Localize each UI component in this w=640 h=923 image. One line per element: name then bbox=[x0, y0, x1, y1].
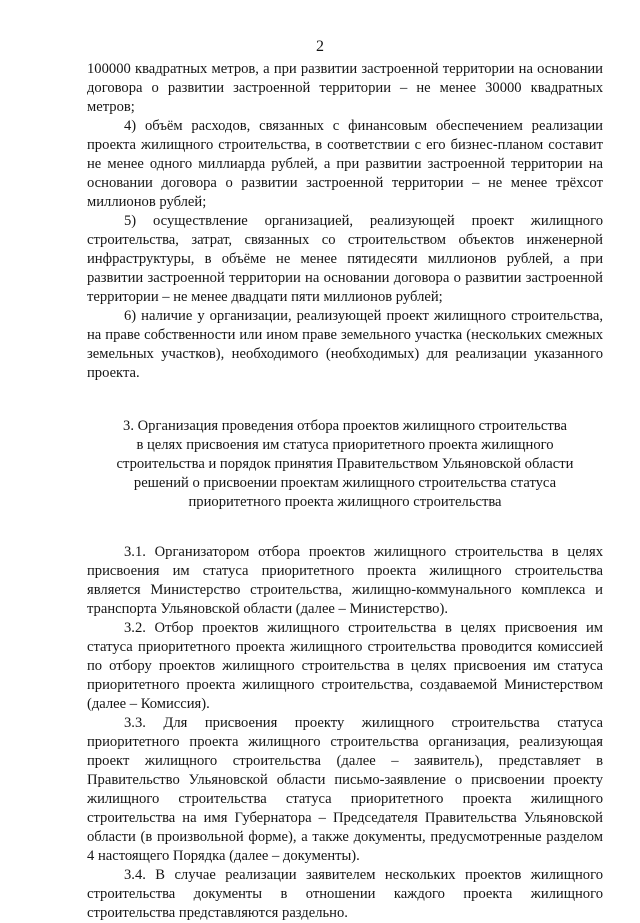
section-heading-line: приоритетного проекта жилищного строительства bbox=[188, 494, 502, 510]
paragraph-item-6: 6) наличие у организации, реализующей проект жилищного строительства, на праве собственности или ином праве земельного участка (нескольких смежных земельных участков), необходимого (необходимых) для реализации указанного проекта. bbox=[87, 308, 603, 381]
document-body bbox=[87, 60, 603, 923]
paragraph-3-3: 3.3. Для присвоения проекту жилищного строительства статуса приоритетного проекта жилищного строительства организация, реализующая проект жилищного строительства (далее – заявитель), представляет в Правительство Ульяновской области письмо-заявление о присвоении проекту жилищного строительства статуса приоритетного проекта жилищного строительства на имя Губернатора – Председателя Правительства Ульяновской области (в произвольной форме), а также документы, предусмотренные разделом 4 настоящего Порядка (далее – документы). bbox=[87, 715, 603, 864]
paragraph-3-1: 3.1. Организатором отбора проектов жилищного строительства в целях присвоения им статуса приоритетного проекта жилищного строительства является Министерство строительства, жилищно-коммунального комплекса и транспорта Ульяновской области (далее – Министерство). bbox=[87, 544, 603, 617]
section-heading-line: в целях присвоения им статуса приоритетного проекта жилищного bbox=[136, 437, 554, 453]
paragraph-3-4: 3.4. В случае реализации заявителем нескольких проектов жилищного строительства документы в отношении каждого проекта жилищного строительства представляются раздельно. bbox=[87, 867, 603, 921]
section-heading-line: строительства и порядок принятия Правительством Ульяновской области bbox=[116, 456, 574, 472]
section-heading-line: решений о присвоении проектам жилищного строительства статуса bbox=[133, 475, 557, 491]
paragraph-3-2: 3.2. Отбор проектов жилищного строительства в целях присвоения им статуса приоритетного проекта жилищного строительства проводится комиссией по отбору проектов жилищного строительства в целях присвоения им статуса приоритетного проекта жилищного строительства, создаваемой Министерством (далее – Комиссия). bbox=[87, 620, 603, 712]
paragraph-item-5: 5) осуществление организацией, реализующей проект жилищного строительства, затрат, связанных со строительством объектов инженерной инфраструктуры, в объёме не менее пятидесяти миллионов рублей, а при развитии застроенной территории на основании договора о развитии застроенной территории – не менее двадцати пяти миллионов рублей; bbox=[87, 213, 603, 305]
section-heading-line: 3. Организация проведения отбора проектов жилищного строительства bbox=[123, 418, 567, 434]
page-number: 2 bbox=[316, 38, 324, 55]
paragraph-area-continuation: 100000 квадратных метров, а при развитии застроенной территории на основании договора о развитии застроенной территории – не менее 30000 квадратных метров; bbox=[87, 61, 603, 115]
paragraph-item-4: 4) объём расходов, связанных с финансовым обеспечением реализации проекта жилищного строительства, в соответствии с его бизнес-планом составит не менее одного миллиарда рублей, а при развитии застроенной территории на основании договора о развитии застроенной территории – не менее трёхсот миллионов рублей; bbox=[87, 118, 603, 210]
section-heading bbox=[87, 417, 603, 512]
